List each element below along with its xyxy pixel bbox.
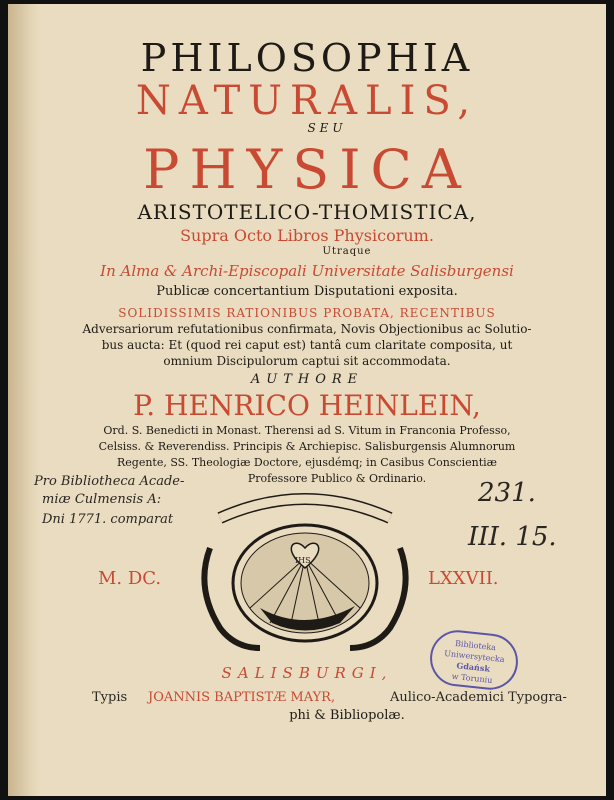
shelfmark-location: III. 15. [468, 522, 557, 552]
title-naturalis: NATURALIS, [135, 78, 479, 124]
imprint-rest-1: Aulico-Academici Typogra- [390, 690, 567, 705]
author-desc-2: Celsiss. & Reverendiss. Principis & Archiepisc. Salisburgensis Alumnorum [98, 440, 516, 453]
imprint-rest-2: phi & Bibliopolæ. [289, 708, 405, 723]
title-physica: PHYSICA [143, 138, 471, 201]
desc-line-2: bus aucta: Et (quod rei caput est) tantâ cum claritate composita, ut [101, 338, 513, 352]
author-desc-1: Ord. S. Benedicti in Monast. Therensi ad S. Vitum in Franconia Professo, [103, 424, 511, 437]
stamp-text-2: Gdańsk [456, 660, 491, 674]
handwritten-provenance-3: Dni 1771. comparat [42, 512, 174, 527]
authore-label: AUTHORE [250, 372, 364, 387]
emblem-heart-monogram: IHS [295, 556, 311, 565]
subtitle-aristotelico: ARISTOTELICO-THOMISTICA, [137, 200, 477, 224]
subtitle-utraque: Utraque [322, 246, 372, 257]
author-name: P. HENRICO HEINLEIN, [133, 389, 481, 422]
stamp-text-1: Biblioteka Uniwersytecka [443, 638, 505, 665]
desc-line-3: omnium Discipulorum captui sit accommodata. [163, 354, 451, 368]
title-seu: SEU [307, 121, 347, 135]
imprint-printer: JOANNIS BAPTISTÆ MAYR, [148, 690, 336, 705]
author-desc-4: Professore Publico & Ordinario. [247, 472, 427, 485]
handwritten-provenance-2: miæ Culmensis A: [42, 492, 162, 507]
subtitle-alma: In Alma & Archi-Episcopali Universitate Salisburgensi [100, 262, 514, 280]
printers-device-emblem [190, 488, 420, 658]
title-philosophia: PHILOSOPHIA [140, 36, 474, 80]
shelfmark-number: 231. [478, 478, 536, 508]
year-right: LXXVII. [428, 568, 499, 589]
handwritten-provenance-1: Pro Bibliotheca Acade- [34, 474, 185, 489]
subtitle-solidissimis: SOLIDISSIMIS RATIONIBUS PROBATA, RECENTIBUS [118, 306, 496, 320]
subtitle-publicae: Publicæ concertantium Disputationi exposita. [156, 284, 458, 299]
subtitle-supra: Supra Octo Libros Physicorum. [180, 226, 434, 245]
imprint-typis: Typis [92, 690, 128, 705]
author-desc-3: Regente, SS. Theologiæ Doctore, ejusdémq; in Casibus Conscientiæ [116, 456, 498, 469]
desc-line-1: Adversariorum refutationibus confirmata, Novis Objectionibus ac Solutio- [82, 322, 532, 336]
year-left: M. DC. [98, 568, 162, 589]
stamp-text-3: w Toruniu [451, 671, 493, 686]
imprint-city: SALISBURGI, [221, 664, 393, 682]
